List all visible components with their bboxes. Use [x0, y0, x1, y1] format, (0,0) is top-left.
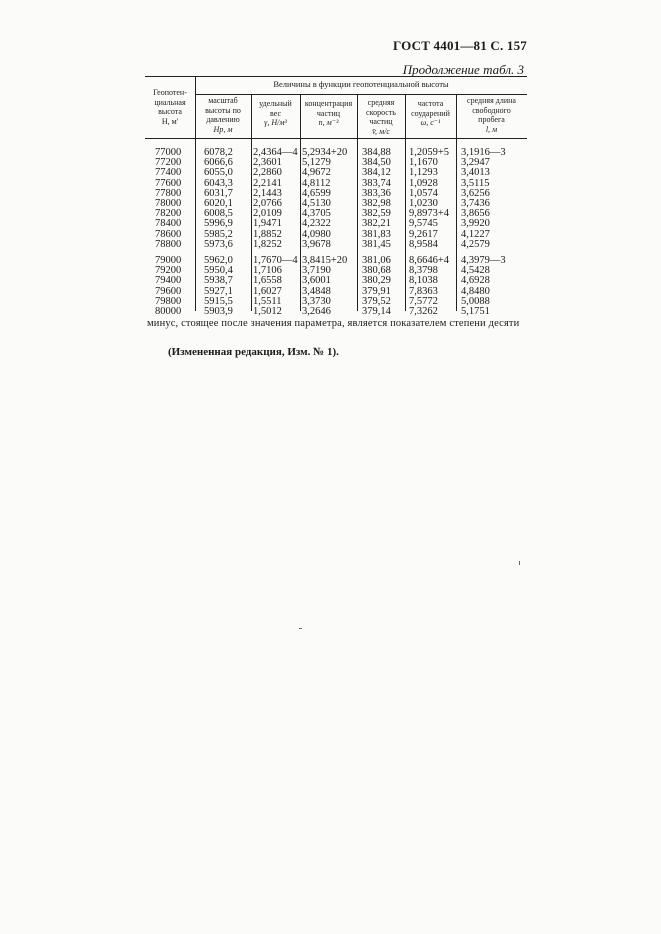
footnote: минус, стоящее после значения параметра, является показателем степени десяти [147, 318, 520, 329]
frequency-cell: 1,2059+5 [409, 147, 450, 158]
height-cell: 79400 [155, 275, 182, 287]
scale-height-cell: 5985,2 [204, 228, 233, 240]
frequency-cell: 8,6646+4 [409, 255, 450, 266]
concentration-cell: 5,2934+20 [302, 147, 348, 158]
specific-weight-cell: 2,4364—4 [253, 147, 298, 158]
frequency-cell: 9,2617 [409, 228, 438, 240]
frequency-cell: 1,0230 [409, 198, 438, 209]
concentration-cell: 4,2322 [302, 218, 331, 230]
concentration-cell: 3,6001 [302, 275, 331, 287]
page-header: ГОСТ 4401—81 С. 157 [393, 38, 527, 53]
specific-weight-cell: 1,8852 [253, 228, 282, 240]
height-cell: 78600 [155, 228, 182, 240]
specific-weight-cell: 1,6558 [253, 275, 282, 287]
frequency-cell: 1,1670 [409, 157, 438, 169]
concentration-cell: 4,6599 [302, 187, 331, 199]
free-path-cell: 4,8480 [461, 285, 490, 297]
height-cell: 77000 [155, 147, 182, 158]
frequency-cell: 8,3798 [409, 265, 438, 277]
free-path-cell: 3,6256 [461, 187, 490, 199]
concentration-cell: 4,5130 [302, 198, 331, 209]
free-path-cell: 4,5428 [461, 265, 490, 277]
specific-weight-cell: 2,0109 [253, 208, 282, 220]
scale-height-cell: 5950,4 [204, 265, 233, 277]
particle-concentration-header: концентрация частиц n, м⁻³ [304, 99, 353, 127]
free-path-cell: 3,4013 [461, 167, 490, 179]
free-path-cell: 3,9920 [461, 218, 490, 230]
velocity-cell: 382,98 [362, 198, 391, 209]
velocity-cell: 380,68 [362, 265, 391, 277]
scale-height-cell: 6008,5 [204, 208, 233, 220]
velocity-cell: 383,36 [362, 187, 391, 199]
velocity-cell: 379,91 [362, 285, 391, 297]
scale-height-cell: 6078,2 [204, 147, 233, 158]
mean-velocity-header: средняя скорость частиц v̄, м/с [366, 98, 396, 136]
data-table [0, 0, 661, 320]
concentration-cell: 4,8112 [302, 177, 331, 189]
concentration-cell: 4,0980 [302, 228, 331, 240]
table-top-rule [145, 76, 527, 77]
specific-weight-cell: 2,0766 [253, 198, 282, 209]
scale-height-header: масштаб высоты по давлению Hp, м [205, 96, 241, 134]
frequency-cell: 8,9584 [409, 238, 438, 250]
height-cell: 78400 [155, 218, 182, 230]
concentration-cell: 3,9678 [302, 238, 331, 250]
free-path-cell: 5,1751 [461, 306, 490, 317]
frequency-cell: 7,8363 [409, 285, 438, 297]
specific-weight-cell: 2,2141 [253, 177, 282, 189]
specific-weight-cell: 1,5012 [253, 306, 282, 317]
specific-weight-header: удельный вес γ, Н/м³ [259, 99, 292, 127]
frequency-cell: 1,1293 [409, 167, 438, 179]
free-path-cell: 4,1227 [461, 228, 490, 240]
table-continuation: Продолжение табл. 3 [402, 62, 524, 77]
scale-height-cell: 5996,9 [204, 218, 233, 230]
frequency-cell: 8,1038 [409, 275, 438, 287]
height-cell: 79200 [155, 265, 182, 277]
frequency-cell: 7,5772 [409, 295, 438, 307]
height-cell: 77600 [155, 177, 182, 189]
concentration-cell: 3,3730 [302, 295, 331, 307]
specific-weight-cell: 1,9471 [253, 218, 282, 230]
concentration-cell: 4,3705 [302, 208, 331, 220]
group-header-rule [195, 94, 527, 95]
concentration-cell: 3,4848 [302, 285, 331, 297]
free-path-cell: 3,2947 [461, 157, 490, 169]
scan-speck [519, 561, 520, 565]
specific-weight-cell: 1,7670—4 [253, 255, 298, 266]
height-cell: 79000 [155, 255, 182, 266]
header-bottom-rule [145, 138, 527, 139]
height-cell: 77800 [155, 187, 182, 199]
mean-free-path-header: средняя длина свободного пробега l, м [467, 96, 516, 134]
scale-height-cell: 6043,3 [204, 177, 233, 189]
frequency-cell: 7,3262 [409, 306, 438, 317]
group-header: Величины в функции геопотенциальной высоты [273, 79, 449, 89]
height-cell: 79600 [155, 285, 182, 297]
concentration-cell: 3,7190 [302, 265, 331, 277]
specific-weight-cell: 1,8252 [253, 238, 282, 250]
velocity-cell: 379,52 [362, 295, 391, 307]
velocity-cell: 381,45 [362, 238, 391, 250]
height-cell: 79800 [155, 295, 182, 307]
height-cell: 78200 [155, 208, 182, 220]
scale-height-cell: 5903,9 [204, 306, 233, 317]
frequency-cell: 9,8973+4 [409, 208, 450, 220]
frequency-cell: 1,0928 [409, 177, 438, 189]
velocity-cell: 380,29 [362, 275, 391, 287]
scale-height-cell: 6020,1 [204, 198, 233, 209]
specific-weight-cell: 1,7106 [253, 265, 282, 277]
free-path-cell: 3,7436 [461, 198, 490, 209]
free-path-cell: 4,2579 [461, 238, 490, 250]
velocity-cell: 381,83 [362, 228, 391, 240]
scale-height-cell: 5962,0 [204, 255, 233, 266]
velocity-cell: 384,50 [362, 157, 391, 169]
free-path-cell: 3,5115 [461, 177, 490, 189]
scale-height-cell: 5915,5 [204, 295, 233, 307]
scale-height-cell: 6066,6 [204, 157, 233, 169]
specific-weight-cell: 1,5511 [253, 295, 282, 307]
height-cell: 80000 [155, 306, 182, 317]
free-path-cell: 4,3979—3 [461, 255, 506, 266]
specific-weight-cell: 1,6027 [253, 285, 282, 297]
specific-weight-cell: 2,2860 [253, 167, 282, 179]
scale-height-cell: 5973,6 [204, 238, 233, 250]
concentration-cell: 3,8415+20 [302, 255, 348, 266]
velocity-cell: 382,59 [362, 208, 391, 220]
scale-height-cell: 5938,7 [204, 275, 233, 287]
height-cell: 78000 [155, 198, 182, 209]
free-path-cell: 5,0088 [461, 295, 490, 307]
scale-height-cell: 5927,1 [204, 285, 233, 297]
scale-height-cell: 6031,7 [204, 187, 233, 199]
specific-weight-cell: 2,3601 [253, 157, 282, 169]
edition-note: (Измененная редакция, Изм. № 1). [168, 346, 339, 358]
scan-speck [299, 628, 302, 629]
free-path-cell: 3,1916—3 [461, 147, 506, 158]
specific-weight-cell: 2,1443 [253, 187, 282, 199]
scale-height-cell: 6055,0 [204, 167, 233, 179]
velocity-cell: 382,21 [362, 218, 391, 230]
height-cell: 78800 [155, 238, 182, 250]
frequency-cell: 9,5745 [409, 218, 438, 230]
concentration-cell: 3,2646 [302, 306, 331, 317]
concentration-cell: 5,1279 [302, 157, 331, 169]
collision-frequency-header: частота соударений ω, с⁻¹ [411, 99, 450, 127]
free-path-cell: 3,8656 [461, 208, 490, 220]
height-cell: 77400 [155, 167, 182, 179]
velocity-cell: 384,12 [362, 167, 391, 179]
velocity-cell: 384,88 [362, 147, 391, 158]
height-column-header: Геопотен- циальная высота H, м' [153, 88, 187, 126]
free-path-cell: 4,6928 [461, 275, 490, 287]
velocity-cell: 381,06 [362, 255, 391, 266]
velocity-cell: 383,74 [362, 177, 391, 189]
velocity-cell: 379,14 [362, 306, 391, 317]
height-cell: 77200 [155, 157, 182, 169]
frequency-cell: 1,0574 [409, 187, 438, 199]
concentration-cell: 4,9672 [302, 167, 331, 179]
